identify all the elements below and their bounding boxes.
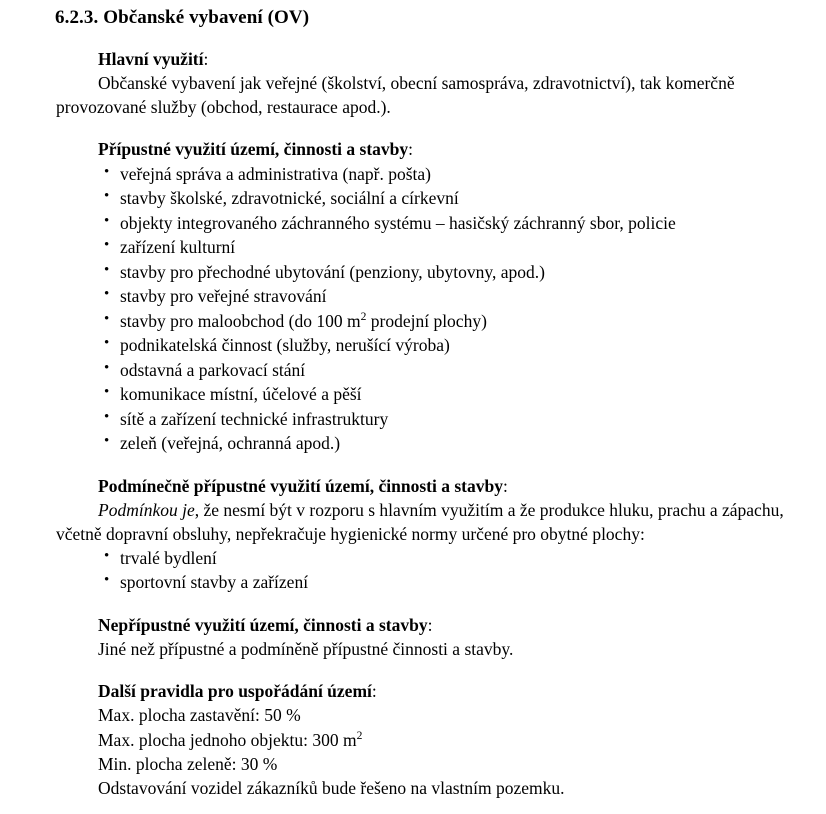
document-body [0, 47, 826, 800]
section-title-other-rules [98, 679, 786, 703]
section-main-use-paragraph: Občanské vybavení jak veřejné (školství, obecní samospráva, zdravotnictví), tak komerčně provozované služby (obchod, restaurace apod.). [56, 73, 735, 118]
section-title-conditional-text: Podmínečně přípustné využití území, činnosti a stavby [98, 475, 503, 496]
section-prohibited-paragraph: Jiné než přípustné a podmíněně přípustné činnosti a stavby. [98, 639, 514, 660]
section-title-conditional-colon: : [502, 475, 508, 496]
superscript-two: 2 [356, 729, 363, 742]
list-item: • sportovní stavby a zařízení [98, 570, 786, 595]
list-item: • zeleň (veřejná, ochranná apod.) [98, 431, 786, 456]
section-title-other-rules-colon: : [371, 681, 377, 702]
list-item: • sítě a zařízení technické infrastruktury [98, 407, 786, 432]
list-item: • veřejná správa a administrativa (např. pošta) [98, 162, 786, 187]
list-item: • podnikatelská činnost (služby, nerušící výroba) [98, 333, 786, 358]
rule-line: Odstavování vozidel zákazníků bude řešeno na vlastním pozemku. [98, 777, 565, 798]
rule-line: Min. plocha zeleně: 30 % [98, 753, 278, 774]
section-title-prohibited-colon: : [427, 614, 433, 635]
document-page [0, 7, 826, 814]
section-title-other-rules-text: Další pravidla pro uspořádání území [98, 681, 372, 702]
section-permitted [98, 137, 786, 455]
list-item: • objekty integrovaného záchranného systému – hasičský záchranný sbor, policie [98, 211, 786, 236]
section-conditional-paragraph [56, 498, 786, 546]
rule-line [98, 728, 786, 752]
section-title-main-use-colon: : [203, 49, 209, 69]
section-title-main-use [98, 47, 786, 71]
conditional-paragraph-rest: , že nesmí být v rozporu s hlavním využitím a že produkce hluku, prachu a zápachu, včetně dopravní obsluhy, nepřekračuje hygienické normy určené pro obytné plochy: [56, 499, 784, 544]
section-title-conditional [98, 474, 786, 498]
conditional-paragraph-emphasis: Podmínkou je [98, 499, 195, 520]
list-item [98, 309, 786, 334]
conditional-list [98, 546, 786, 595]
superscript-two: 2 [360, 310, 367, 323]
list-item: • stavby pro přechodné ubytování (penziony, ubytovny, apod.) [98, 260, 786, 285]
list-item: • komunikace místní, účelové a pěší [98, 382, 786, 407]
list-item: • odstavná a parkovací stání [98, 358, 786, 383]
rule-line: Max. plocha zastavění: 50 % [98, 705, 301, 726]
page-title: 6.2.3. Občanské vybavení (OV) [55, 7, 310, 28]
list-item-text-pre: stavby pro maloobchod (do 100 m [120, 310, 361, 331]
rule-line-text-pre: Max. plocha jednoho objektu: 300 m [98, 729, 357, 750]
permitted-list [98, 162, 786, 456]
section-other-rules [98, 679, 786, 800]
section-conditional [56, 474, 786, 595]
list-item: • trvalé bydlení [98, 546, 786, 571]
list-item-text-post: prodejní plochy) [366, 310, 487, 331]
section-title-main-use-text: Hlavní využití [98, 49, 204, 69]
section-title-permitted-text: Přípustné využití území, činnosti a stavby [98, 139, 409, 160]
section-main-use [56, 47, 786, 119]
section-title-permitted [98, 137, 786, 161]
section-prohibited [98, 613, 786, 661]
list-item: • stavby pro veřejné stravování [98, 284, 786, 309]
list-item: • stavby školské, zdravotnické, sociální a církevní [98, 186, 786, 211]
section-title-prohibited [98, 613, 786, 637]
section-title-prohibited-text: Nepřípustné využití území, činnosti a stavby [98, 614, 428, 635]
list-item: • zařízení kulturní [98, 235, 786, 260]
section-title-permitted-colon: : [408, 139, 414, 160]
